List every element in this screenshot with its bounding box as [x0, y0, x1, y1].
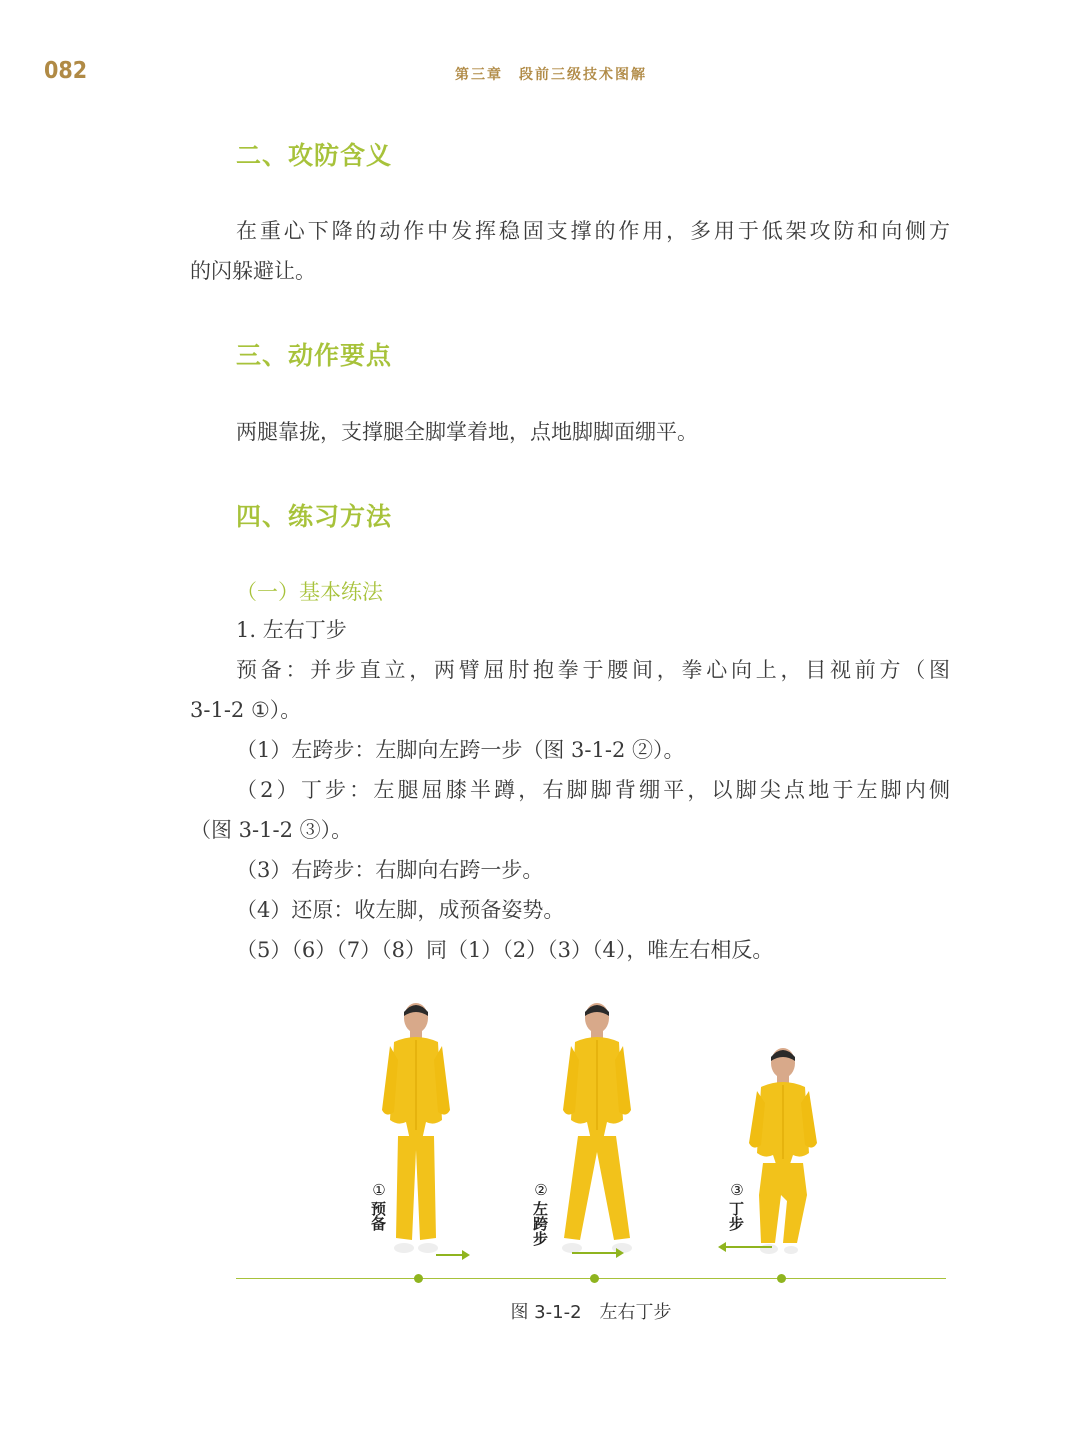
section-heading-key-points: 三、动作要点: [236, 341, 393, 370]
step-line: （5）（6）（7）（8）同（1）（2）（3）（4），唯左右相反。: [236, 938, 774, 962]
section-paragraph-attack-defense: [190, 211, 950, 291]
pose-2-label: ② 左跨步: [531, 1181, 549, 1246]
step-line: （3）右跨步：右脚向右跨一步。: [236, 858, 544, 882]
step-arrow-3: [724, 1246, 772, 1248]
step-line: （1）左跨步：左脚向左跨一步（图 3-1-2 ②）。: [236, 738, 685, 762]
paragraph-line: 两腿靠拢，支撑腿全脚掌着地，点地脚脚面绷平。: [236, 420, 698, 444]
step-line: （2）丁步：左腿屈膝半蹲，右脚脚背绷平，以脚尖点地于左脚内侧: [236, 778, 950, 802]
step-line: （4）还原：收左脚，成预备姿势。: [236, 898, 565, 922]
section-heading-attack-defense: 二、攻防含义: [236, 141, 393, 170]
paragraph-line: 在重心下降的动作中发挥稳固支撑的作用，多用于低架攻防和向侧方: [236, 219, 950, 243]
step-arrow-1: [436, 1254, 464, 1256]
figure-3-1-2: [236, 990, 946, 1330]
pose-3-label: ③ 丁步: [727, 1181, 745, 1231]
step-line: 预备：并步直立，两臂屈肘抱拳于腰间，拳心向上，目视前方（图: [236, 658, 950, 682]
section-paragraph-key-points: [190, 412, 950, 452]
baseline-dot: [777, 1274, 786, 1283]
practice-steps: [190, 610, 950, 970]
pose-3-photo: [741, 1045, 821, 1260]
running-header: 第三章 段前三级技术图解: [455, 67, 647, 83]
pose-2-photo: [552, 1000, 642, 1260]
baseline-dot: [414, 1274, 423, 1283]
page-number: 082: [44, 58, 88, 84]
section-heading-practice: 四、练习方法: [236, 502, 393, 531]
baseline-dot: [590, 1274, 599, 1283]
item-title: 1. 左右丁步: [236, 618, 347, 642]
step-line: （图 3-1-2 ③）。: [190, 818, 353, 842]
paragraph-line: 的闪躲避让。: [190, 259, 316, 283]
subheading-basic-practice: （一）基本练法: [236, 580, 383, 604]
step-line: 3-1-2 ①）。: [190, 698, 302, 722]
pose-1-label: ① 预备: [369, 1181, 387, 1231]
figure-caption: 图 3-1-2 左右丁步: [510, 1302, 672, 1323]
step-arrow-2: [572, 1252, 618, 1254]
